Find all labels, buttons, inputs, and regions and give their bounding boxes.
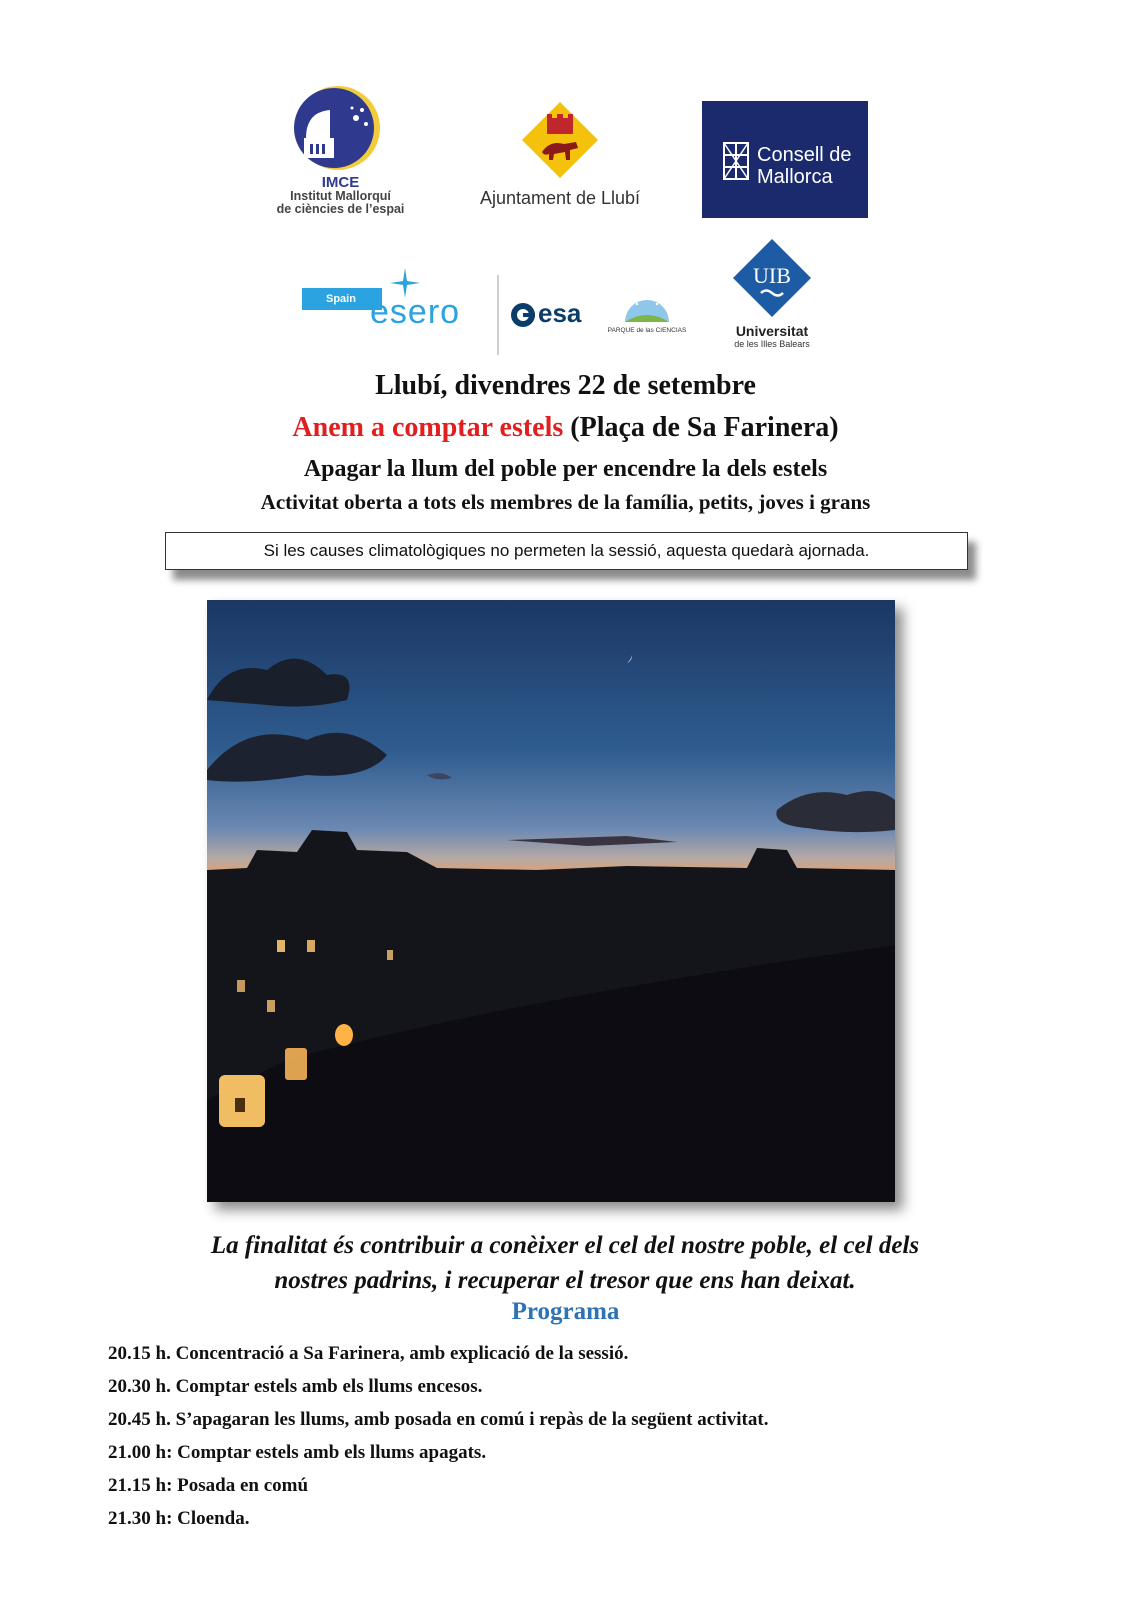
event-name: Anem a comptar estels (292, 412, 564, 443)
llubi-name: Ajuntament de Llubí (479, 188, 641, 208)
imce-acronym: IMCE (321, 174, 360, 191)
esero-name: esero (370, 293, 461, 331)
schedule-item: 21.00 h: Comptar estels amb els llums apagats. (108, 1442, 487, 1463)
imce-name-line2: de ciències de l’espai (276, 202, 405, 216)
esa-emblem (510, 302, 536, 328)
event-place: (Plaça de Sa Farinera) (570, 412, 839, 443)
llubi-logo (460, 100, 660, 215)
event-title (0, 412, 1131, 444)
purpose-statement (110, 1228, 1020, 1298)
llubi-coat-of-arms (520, 100, 600, 180)
uib-logo (722, 237, 822, 352)
event-date-heading: Llubí, divendres 22 de setembre (375, 370, 756, 401)
esero-logo (302, 268, 487, 343)
schedule-item: 20.30 h. Comptar estels amb els llums encesos. (108, 1376, 483, 1397)
parque-name: PARQUE de las CIENCIAS (607, 327, 687, 334)
consell-logo (702, 101, 868, 218)
esa-name: esa (538, 298, 582, 328)
schedule-item: 20.15 h. Concentració a Sa Farinera, amb explicació de la sessió. (108, 1343, 629, 1364)
night-sky-photo (207, 600, 895, 1202)
purpose-line2: nostres padrins, i recuperar el tresor que ens han deixat. (274, 1267, 856, 1294)
esa-logo (510, 298, 592, 334)
imce-logo (258, 80, 423, 215)
parque-ciencias-logo (606, 290, 688, 342)
consell-emblem (720, 139, 752, 183)
weather-notice-text: Si les causes climatològiques no permeten la sessió, aquesta quedarà ajornada. (263, 541, 870, 560)
uib-name-line1: Universitat (735, 323, 809, 339)
uib-name-line2: de les Illes Balears (734, 339, 810, 349)
weather-notice (165, 532, 968, 570)
event-audience: Activitat oberta a tots els membres de la família, petits, joves i grans (260, 490, 871, 514)
schedule-item: 21.30 h: Cloenda. (108, 1508, 250, 1529)
imce-name-line1: Institut Mallorquí (290, 189, 391, 203)
schedule-item: 20.45 h. S’apagaran les llums, amb posada en comú i repàs de la següent activitat. (108, 1409, 769, 1430)
purpose-line1: La finalitat és contribuir a conèixer el cel del nostre poble, el cel dels (210, 1232, 920, 1259)
event-subtitle: Apagar la llum del poble per encendre la dels estels (303, 456, 828, 482)
consell-name-line2: Mallorca (757, 166, 833, 188)
programme-heading: Programa (511, 1298, 620, 1325)
logo-divider (497, 275, 499, 355)
esero-country-tag: Spain (302, 288, 382, 310)
uib-acronym: UIB (753, 263, 791, 288)
consell-name-line1: Consell de (757, 144, 852, 166)
parque-emblem (623, 290, 671, 324)
programme-schedule (108, 1337, 1008, 1535)
schedule-item: 21.15 h: Posada en comú (108, 1475, 309, 1496)
